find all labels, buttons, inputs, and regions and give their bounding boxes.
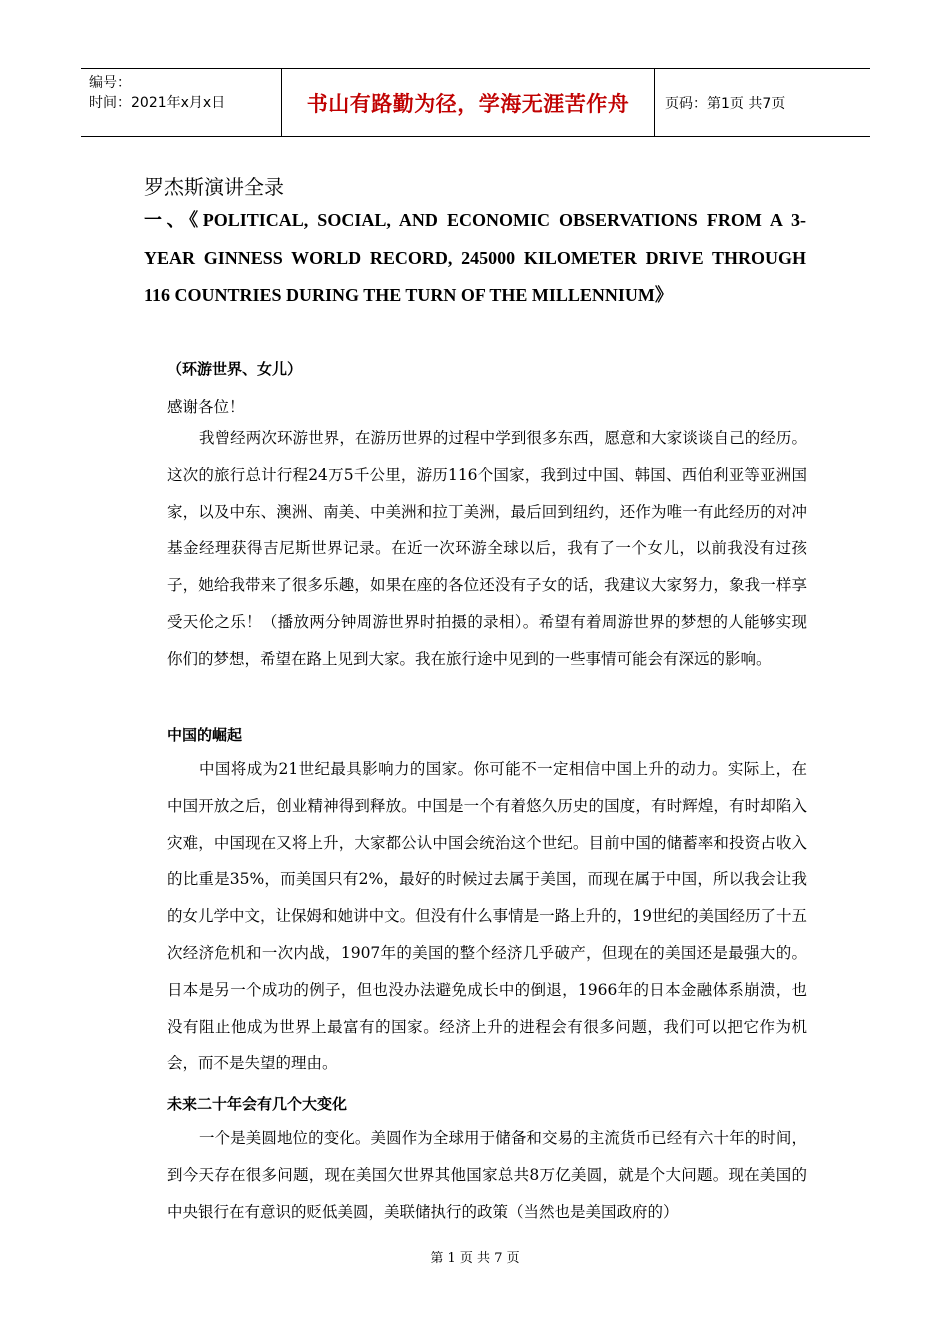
paragraph-2: 中国将成为21世纪最具影响力的国家。你可能不一定相信中国上升的动力。实际上，在中国开放之后，创业精神得到释放。中国是一个有着悠久历史的国度，有时辉煌，有时却陷入灾难，中国现在又将上升，大家都公认中国会统治这个世纪。目前中国的储蓄率和投资占收入的比重是35%，而美国只有2%，最好的时候过去属于美国，而现在属于中国，所以我会让我的女儿学中文，让保姆和她讲中文。但没有什么事情是一路上升的，19世纪的美国经历了十五次经济危机和一次内战，1907年的美国的整个经济几乎破产，但现在的美国还是最强大的。日本是另一个成功的例子，但也没办法避免成长中的倒退，1966年的日本金融体系崩溃，也没有阻止他成为世界上最富有的国家。经济上升的进程会有很多问题，我们可以把它作为机会，而不是失望的理由。 — [167, 760, 807, 1073]
paragraph-3: 一个是美圆地位的变化。美圆作为全球用于储备和交易的主流货币已经有六十年的时间，到今天存在很多问题，现在美国欠世界其他国家总共8万亿美圆，就是个大问题。现在美国的中央银行在有意识的贬低美圆，美联储执行的政策（当然也是美国政府的） — [167, 1129, 807, 1221]
page-info: 页码：第1页 共7页 — [665, 95, 786, 112]
paragraph-1: 我曾经两次环游世界，在游历世界的过程中学到很多东西，愿意和大家谈谈自己的经历。这次的旅行总计行程24万5千公里，游历116个国家，我到过中国、韩国、西伯利亚等亚洲国家，以及中东、澳洲、南美、中美洲和拉丁美洲，最后回到纽约，还作为唯一有此经历的对冲基金经理获得吉尼斯世界记录。在近一次环游全球以后，我有了一个女儿，以前我没有过孩子，她给我带来了很多乐趣，如果在座的各位还没有子女的话，我建议大家努力，象我一样享受天伦之乐！（播放两分钟周游世界时拍摄的录相）。希望有着周游世界的梦想的人能够实现你们的梦想，希望在路上见到大家。我在旅行途中见到的一些事情可能会有深远的影响。 — [167, 429, 807, 668]
page-footer: 第 1 页 共 7 页 — [430, 1251, 520, 1266]
heading-china-rise: 中国的崛起 — [167, 726, 243, 744]
motto: 书山有路勤为径，学海无涯苦作舟 — [306, 91, 630, 116]
heading-future-changes: 未来二十年会有几个大变化 — [167, 1095, 348, 1113]
number-label: 编号： — [89, 75, 131, 91]
date-label: 时间：2021年x月x日 — [89, 95, 226, 111]
header-right-cell — [655, 69, 870, 136]
header-left-cell — [81, 69, 282, 136]
header-center-cell — [282, 69, 655, 136]
subtitle: （环游世界、女儿） — [167, 360, 303, 378]
english-title: 一、《POLITICAL, SOCIAL, AND ECONOMIC OBSERVATIONS FROM A 3-YEAR GINNESS WORLD RECORD, 245000 KILOMETER DRIVE THROUGH 116 COUNTRIES DURING THE TURN OF THE MILLENNIUM》 — [144, 210, 806, 305]
header-table — [81, 68, 870, 137]
greeting: 感谢各位！ — [167, 398, 245, 416]
document-title: 罗杰斯演讲全录 — [144, 175, 284, 199]
